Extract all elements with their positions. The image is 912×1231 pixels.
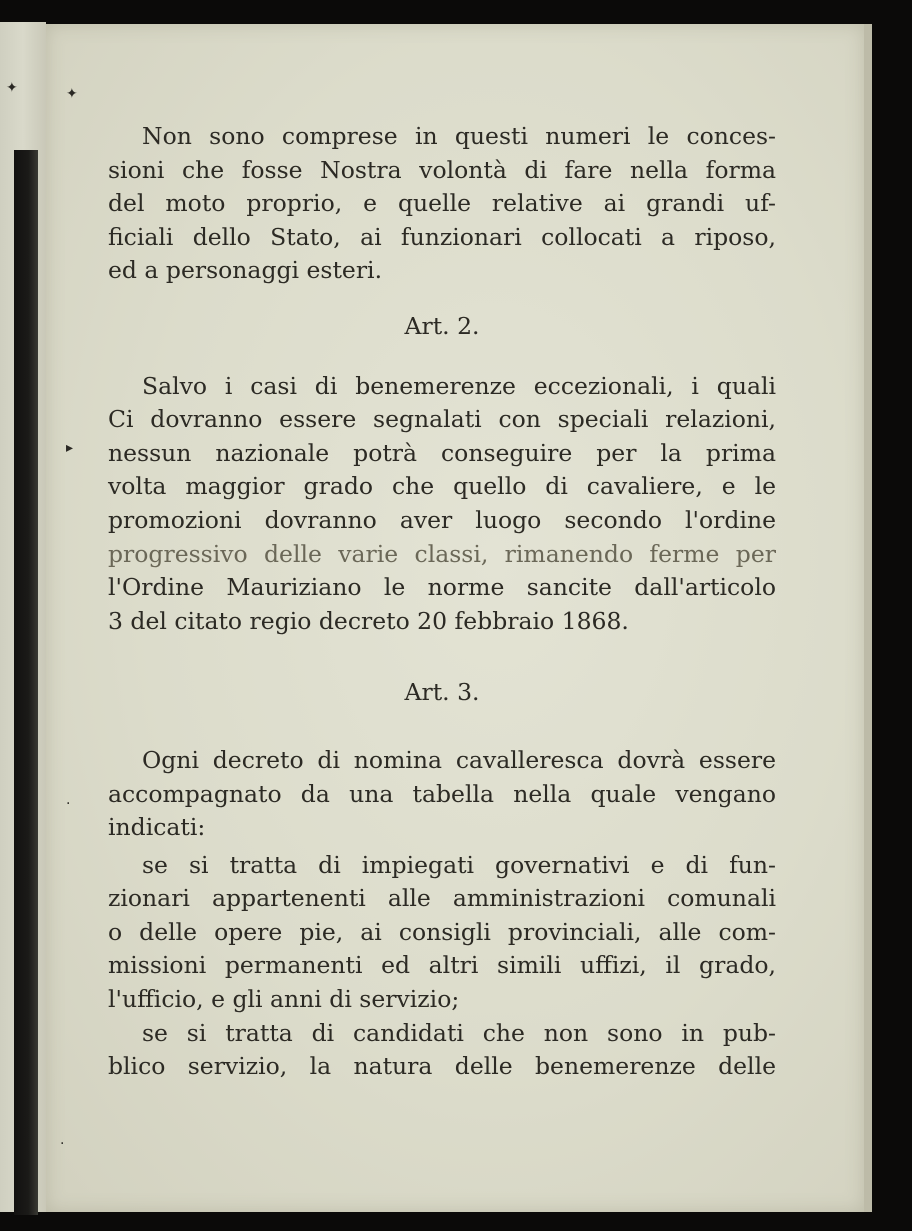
document-body <box>108 120 776 1084</box>
text-line: nessun nazionale potrà conseguire per la prima <box>108 438 776 467</box>
text-line: indicati: <box>108 813 206 842</box>
text-line: l'ufficio, e gli anni di servizio; <box>108 985 460 1014</box>
margin-mark: ✦ <box>66 86 78 102</box>
text-line: sioni che fosse Nostra volontà di fare nella forma <box>108 155 776 184</box>
text-line: se si tratta di candidati che non sono in pub- <box>142 1018 776 1047</box>
margin-mark: · <box>66 796 71 812</box>
paragraph-1 <box>108 120 776 288</box>
text-line: accompagnato da una tabella nella quale vengano <box>108 779 776 808</box>
text-line: zionari appartenenti alle amministrazioni comunali <box>108 884 776 913</box>
text-line: se si tratta di impiegati governativi e di fun- <box>142 850 776 879</box>
paragraph-2 <box>108 370 776 639</box>
text-line: 3 del citato regio decreto 20 febbraio 1868. <box>108 606 629 635</box>
text-line: Ci dovranno essere segnalati con speciali relazioni, <box>108 405 776 434</box>
text-line: progressivo delle varie classi, rimanendo ferme per <box>108 539 776 568</box>
text-line: ficiali dello Stato, ai funzionari collocati a riposo, <box>108 222 776 251</box>
paragraph-3 <box>108 744 776 845</box>
article-3-heading: Art. 3. <box>404 678 480 707</box>
margin-mark: · <box>60 1136 65 1152</box>
margin-mark: ✦ <box>6 80 18 96</box>
text-line: ed a personaggi esteri. <box>108 256 383 285</box>
binding-shadow <box>14 150 38 1215</box>
text-line: Non sono comprese in questi numeri le conces- <box>142 122 776 150</box>
page-edge <box>864 24 872 1212</box>
text-line: o delle opere pie, ai consigli provinciali, alle com- <box>108 917 776 946</box>
text-line: l'Ordine Mauriziano le norme sancite dall'articolo <box>108 573 776 602</box>
article-2-heading: Art. 2. <box>404 311 480 340</box>
text-line: Ogni decreto di nomina cavalleresca dovrà essere <box>142 745 776 774</box>
text-line: volta maggior grado che quello di cavaliere, e le <box>108 472 776 501</box>
text-line: missioni permanenti ed altri simili uffizi, il grado, <box>108 951 776 980</box>
text-line: Salvo i casi di benemerenze eccezionali, i quali <box>142 371 776 400</box>
text-line: del moto proprio, e quelle relative ai grandi uf- <box>108 189 776 218</box>
paragraph-4 <box>108 849 776 1017</box>
document-page <box>46 24 864 1212</box>
text-line: blico servizio, la natura delle benemerenze delle <box>108 1052 776 1081</box>
text-line: promozioni dovranno aver luogo secondo l'ordine <box>108 505 776 534</box>
margin-mark: ▸ <box>66 440 74 456</box>
paragraph-5 <box>108 1017 776 1084</box>
